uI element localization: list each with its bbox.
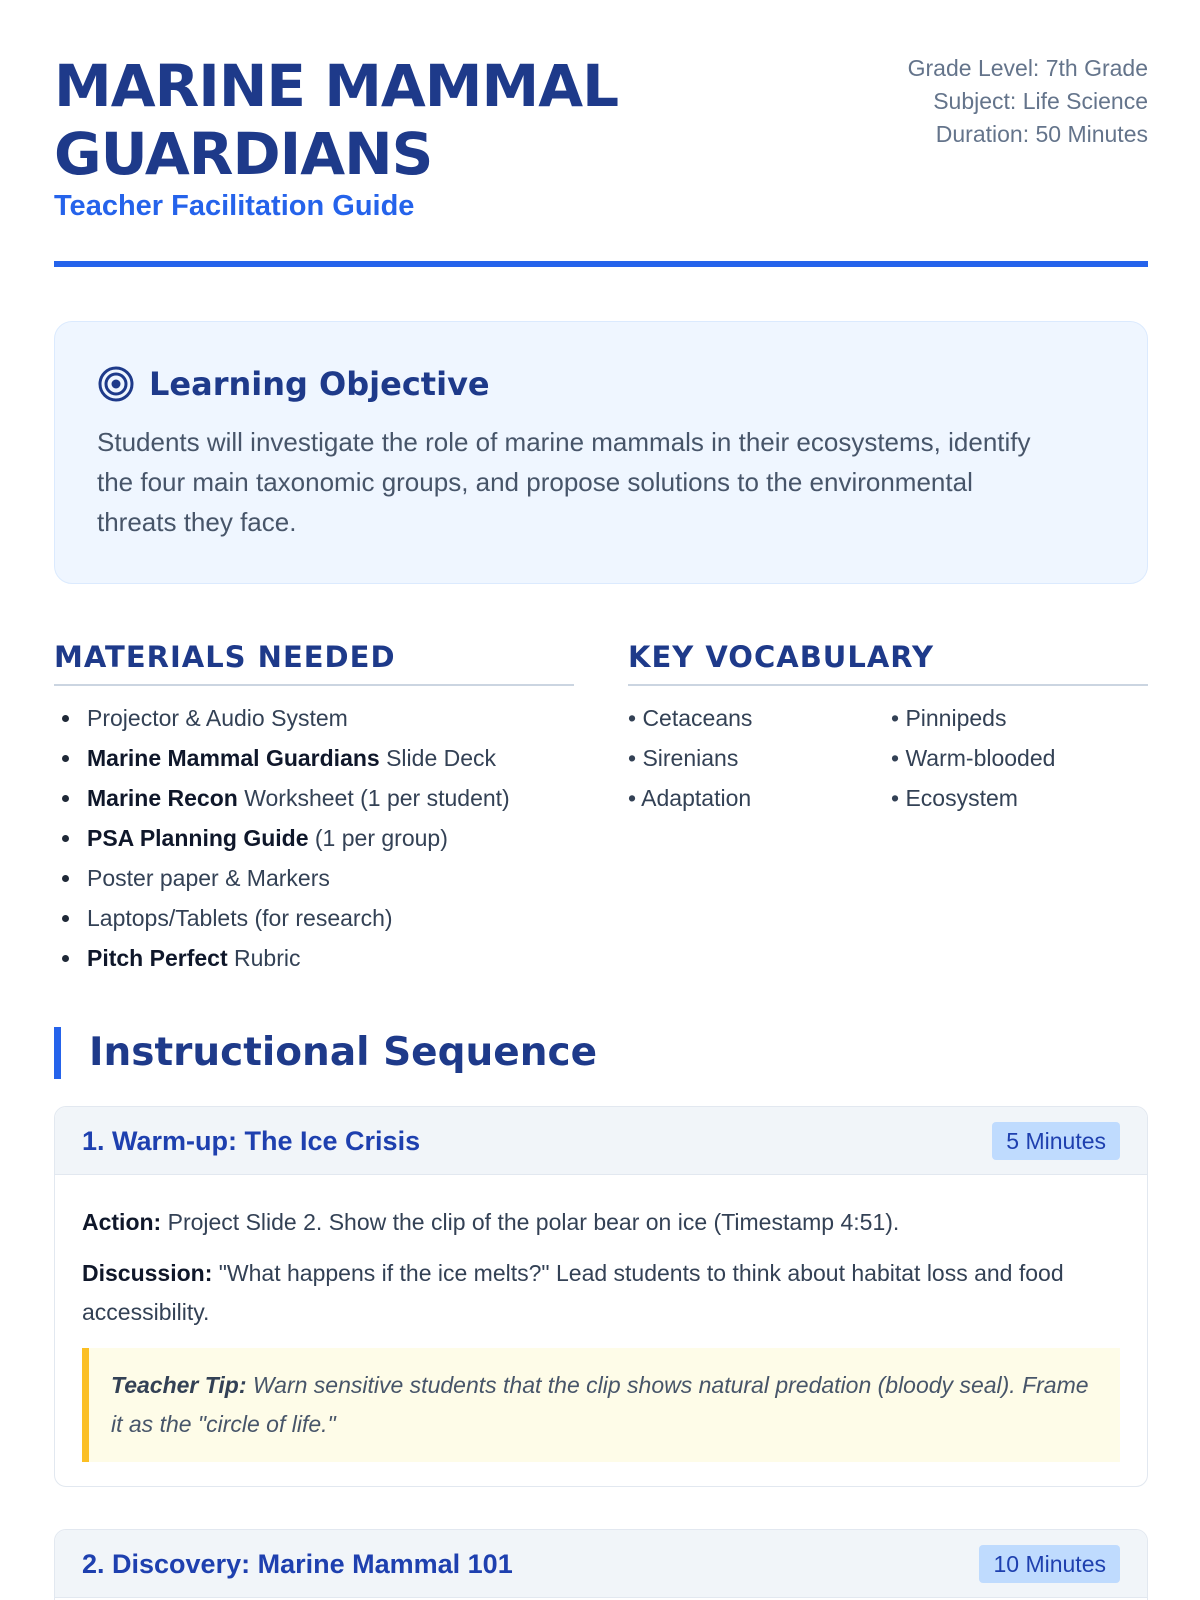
- teacher-tip: Teacher Tip: Warn sensitive students that the clip shows natural predation (bloody seal). Frame it as the "circle of life.": [82, 1348, 1120, 1462]
- title-line-1: MARINE MAMMAL: [54, 52, 619, 120]
- lesson-meta: [888, 52, 1148, 151]
- vocab-term: • Cetaceans: [628, 705, 753, 731]
- objective-header: [97, 362, 1105, 406]
- materials-list: [54, 698, 574, 978]
- step-action: Action: Project Slide 2. Show the clip of the polar bear on ice (Timestamp 4:51).: [82, 1209, 900, 1235]
- materials-vocab-section: [54, 640, 1148, 980]
- step-card-header: [55, 1107, 1147, 1175]
- document-header: [54, 0, 1148, 268]
- list-item: Poster paper & Markers: [54, 858, 574, 898]
- duration-badge: 10 Minutes: [979, 1545, 1120, 1583]
- step-card-warmup: [54, 1106, 1148, 1487]
- title-line-2: GUARDIANS: [54, 120, 433, 188]
- list-item: Marine Recon Worksheet (1 per student): [54, 778, 574, 818]
- document-page: [54, 0, 1148, 1579]
- grade-level: Grade Level: 7th Grade: [907, 55, 1148, 81]
- vocabulary-heading: KEY VOCABULARY: [628, 640, 1148, 686]
- list-item: PSA Planning Guide (1 per group): [54, 818, 574, 858]
- vocab-term: • Warm-blooded: [891, 745, 1056, 771]
- step-discussion: Discussion: "What happens if the ice melts?" Lead students to think about habitat loss and food accessibility.: [82, 1260, 1064, 1325]
- objective-title: Learning Objective: [149, 365, 490, 403]
- list-item: Pitch Perfect Rubric: [54, 938, 574, 978]
- header-divider: [54, 261, 1148, 267]
- vocab-term: • Pinnipeds: [891, 705, 1007, 731]
- duration: Duration: 50 Minutes: [935, 121, 1148, 147]
- subject: Subject: Life Science: [933, 88, 1148, 114]
- vocab-term: • Adaptation: [628, 785, 752, 811]
- step-title: 2. Discovery: Marine Mammal 101: [82, 1549, 513, 1579]
- page-title: [54, 52, 814, 188]
- sequence-heading: Instructional Sequence: [54, 1027, 597, 1079]
- step-title: 1. Warm-up: The Ice Crisis: [82, 1126, 421, 1156]
- learning-objective-box: [54, 321, 1148, 584]
- step-card-body: [55, 1175, 1147, 1487]
- objective-text: Students will investigate the role of marine mammals in their ecosystems, identify the four main taxonomic groups, and propose solutions to the environmental threats they face.: [97, 427, 1031, 537]
- list-item: Marine Mammal Guardians Slide Deck: [54, 738, 574, 778]
- vocab-term: • Sirenians: [628, 745, 739, 771]
- target-icon: [97, 365, 135, 403]
- list-item: Laptops/Tablets (for research): [54, 898, 574, 938]
- materials-heading: MATERIALS NEEDED: [54, 640, 574, 686]
- vocabulary-grid: [628, 698, 1148, 818]
- step-card-discovery: [54, 1529, 1148, 1600]
- step-card-header: [55, 1530, 1147, 1598]
- page-subtitle: Teacher Facilitation Guide: [54, 190, 415, 222]
- vocabulary-column: [628, 640, 1148, 818]
- vocab-term: • Ecosystem: [891, 785, 1018, 811]
- materials-column: [54, 640, 574, 978]
- list-item: Projector & Audio System: [54, 698, 574, 738]
- duration-badge: 5 Minutes: [992, 1122, 1120, 1160]
